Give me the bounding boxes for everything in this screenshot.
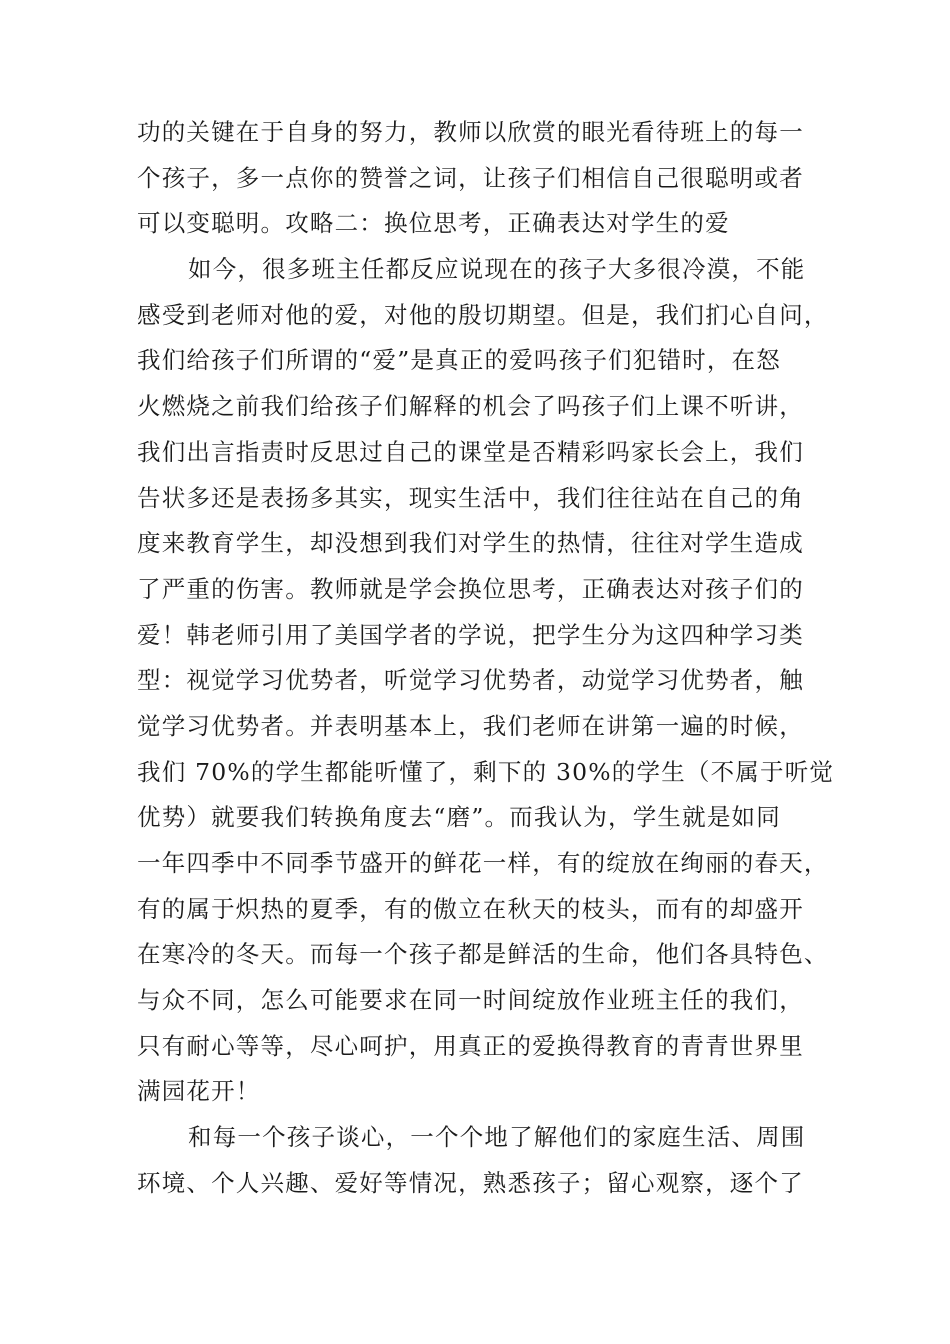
text-line: 只有耐心等等，尽心呵护，用真正的爱换得教育的青青世界里 <box>137 1031 804 1060</box>
text-line: 与众不同，怎么可能要求在同一时间绽放作业班主任的我们， <box>137 986 804 1015</box>
text-line: 觉学习优势者。并表明基本上，我们老师在讲第一遍的时候， <box>137 711 804 740</box>
text-line: 我们 70%的学生都能听懂了，剩下的 30%的学生（不属于听觉 <box>137 757 835 786</box>
text-line: 环境、个人兴趣、爱好等情况，熟悉孩子；留心观察，逐个了 <box>137 1168 804 1197</box>
text-line: 爱！韩老师引用了美国学者的学说，把学生分为这四种学习类 <box>137 620 804 649</box>
text-line: 个孩子，多一点你的赞誉之词，让孩子们相信自己很聪明或者 <box>137 163 804 192</box>
text-line: 型：视觉学习优势者，听觉学习优势者，动觉学习优势者，触 <box>137 666 804 695</box>
paragraph-first-line: 如今，很多班主任都反应说现在的孩子大多很冷漠，不能 <box>188 255 806 284</box>
text-line: 可以变聪明。攻略二：换位思考，正确表达对学生的爱 <box>137 209 730 238</box>
body-text <box>137 110 837 1207</box>
text-line: 度来教育学生，却没想到我们对学生的热情，往往对学生造成 <box>137 529 804 558</box>
text-line: 我们出言指责时反思过自己的课堂是否精彩吗家长会上，我们 <box>137 437 804 466</box>
text-line: 一年四季中不同季节盛开的鲜花一样，有的绽放在绚丽的春天， <box>137 849 829 877</box>
text-line: 功的关键在于自身的努力，教师以欣赏的眼光看待班上的每一 <box>137 118 804 146</box>
text-line: 告状多还是表扬多其实，现实生活中，我们往往站在自己的角 <box>137 483 804 512</box>
text-line: 火燃烧之前我们给孩子们解释的机会了吗孩子们上课不听讲， <box>137 392 804 421</box>
text-line: 满园花开！ <box>137 1077 261 1106</box>
text-line: 感受到老师对他的爱，对他的殷切期望。但是，我们扪心自问， <box>137 300 829 329</box>
text-line: 有的属于炽热的夏季，有的傲立在秋天的枝头，而有的却盛开 <box>137 894 804 923</box>
text-line: 在寒冷的冬天。而每一个孩子都是鲜活的生命，他们各具特色、 <box>137 940 829 969</box>
text-line: 优势）就要我们转换角度去“磨”。而我认为，学生就是如同 <box>137 803 781 832</box>
text-line: 我们给孩子们所谓的“爱”是真正的爱吗孩子们犯错时，在怒 <box>137 346 781 375</box>
paragraph-first-line: 和每一个孩子谈心，一个个地了解他们的家庭生活、周围 <box>188 1123 806 1152</box>
text-line: 了严重的伤害。教师就是学会换位思考，正确表达对孩子们的 <box>137 574 804 603</box>
